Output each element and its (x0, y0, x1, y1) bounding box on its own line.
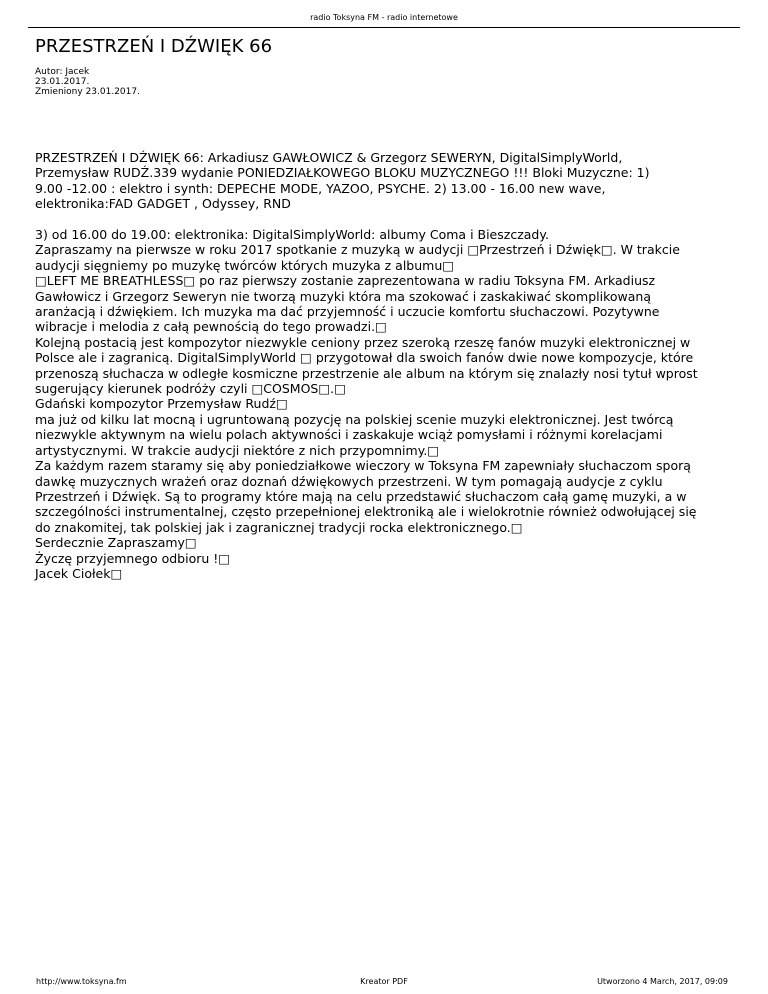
footer-generator: Kreator PDF (360, 977, 408, 986)
page-footer (0, 977, 768, 989)
body-line: Za każdym razem staramy się aby poniedziałkowe wieczory w Toksyna FM zapewniały słuchaczom sporą (35, 458, 691, 474)
modified-line: Zmieniony 23.01.2017. (35, 87, 140, 97)
author-line: Autor: Jacek (35, 67, 90, 77)
page-header-title: radio Toksyna FM - radio internetowe (310, 13, 458, 22)
body-line: Polsce ale i zagranicą. DigitalSimplyWorld □ przygotował dla swoich fanów dwie nowe kompozycje, które (35, 350, 694, 366)
body-line: Życzę przyjemnego odbioru !□ (35, 550, 231, 566)
body-line: 9.00 -12.00 : elektro i synth: DEPECHE MODE, YAZOO, PSYCHE. 2) 13.00 - 16.00 new wave, (35, 180, 606, 196)
body-line: wibracje i melodia z całą pewnością do tego prowadzi.□ (35, 319, 387, 335)
body-line: □LEFT ME BREATHLESS□ po raz pierwszy zostanie zaprezentowana w radiu Toksyna FM. Arkadiusz (35, 273, 656, 289)
body-line: do znakomitej, tak polskiej jak i zagranicznej tradycji rocka elektronicznego.□ (35, 519, 523, 535)
body-line: szczególności instrumentalnej, często przepełnionej elektroniką ale i wielokrotnie również odwołującej się (35, 504, 697, 520)
body-line: Zapraszamy na pierwsze w roku 2017 spotkanie z muzyką w audycji □Przestrzeń i Dźwięk□. W trakcie (35, 242, 680, 258)
body-line: Przemysław RUDŹ.339 wydanie PONIEDZIAŁKOWEGO BLOKU MUZYCZNEGO !!! Bloki Muzyczne: 1) (35, 165, 650, 181)
body-line: artystycznymi. W trakcie audycji niektóre z nich przypomnimy.□ (35, 442, 440, 458)
body-line: niezwykle aktywnym na wielu polach aktywności i zaskakuje wciąż pomysłami i różnymi korelacjami (35, 427, 663, 443)
date-line: 23.01.2017. (35, 77, 90, 87)
footer-url[interactable]: http://www.toksyna.fm (36, 977, 127, 986)
body-line: elektronika:FAD GADGET , Odyssey, RND (35, 196, 291, 212)
body-line: Jacek Ciołek□ (35, 565, 123, 581)
article-title: PRZESTRZEŃ I DŹWIĘK 66 (35, 36, 273, 57)
article-body (35, 150, 735, 581)
body-line: Gdański kompozytor Przemysław Rudź□ (35, 396, 288, 412)
body-line: ma już od kilku lat mocną i ugruntowaną pozycję na polskiej scenie muzyki elektronicznej. Jest twórcą (35, 411, 674, 427)
body-line: Serdecznie Zapraszamy□ (35, 535, 197, 551)
body-line: dawkę muzycznych wrażeń oraz doznań dźwiękowych przestrzeni. W tym pomagają audycje z cyklu (35, 473, 663, 489)
body-line: audycji sięgniemy po muzykę twórców których muzyka z albumu□ (35, 257, 455, 273)
body-line: Kolejną postacią jest kompozytor niezwykle ceniony przez szeroką rzeszę fanów muzyki elektronicznej w (35, 334, 691, 350)
footer-created-date: Utworzono 4 March, 2017, 09:09 (597, 977, 728, 986)
body-line: Przestrzeń i Dźwięk. Są to programy które mają na celu przedstawić słuchaczom całą gamę muzyki, a w (35, 488, 687, 504)
body-line: aranżacją i dźwiękiem. Ich muzyka ma dać przyjemność i uczucie komfortu słuchaczowi. Pozytywne (35, 304, 660, 320)
body-line: Gawłowicz i Grzegorz Seweryn nie tworzą muzyki która ma szokować i zaskakiwać skomplikowaną (35, 288, 652, 304)
header-divider (28, 27, 740, 28)
body-line: PRZESTRZEŃ I DŹWIĘK 66: Arkadiusz GAWŁOWICZ & Grzegorz SEWERYN, DigitalSimplyWorld, (35, 150, 623, 165)
body-line: sugerujący kierunek podróży czyli □COSMOS□.□ (35, 381, 346, 397)
article-meta (35, 67, 140, 97)
body-line: przenoszą słuchacza w odległe kosmiczne przestrzenie ale album na którym się znalazły nosi tytuł wprost (35, 365, 698, 381)
body-line: 3) od 16.00 do 19.00: elektronika: DigitalSimplyWorld: albumy Coma i Bieszczady. (35, 227, 549, 243)
